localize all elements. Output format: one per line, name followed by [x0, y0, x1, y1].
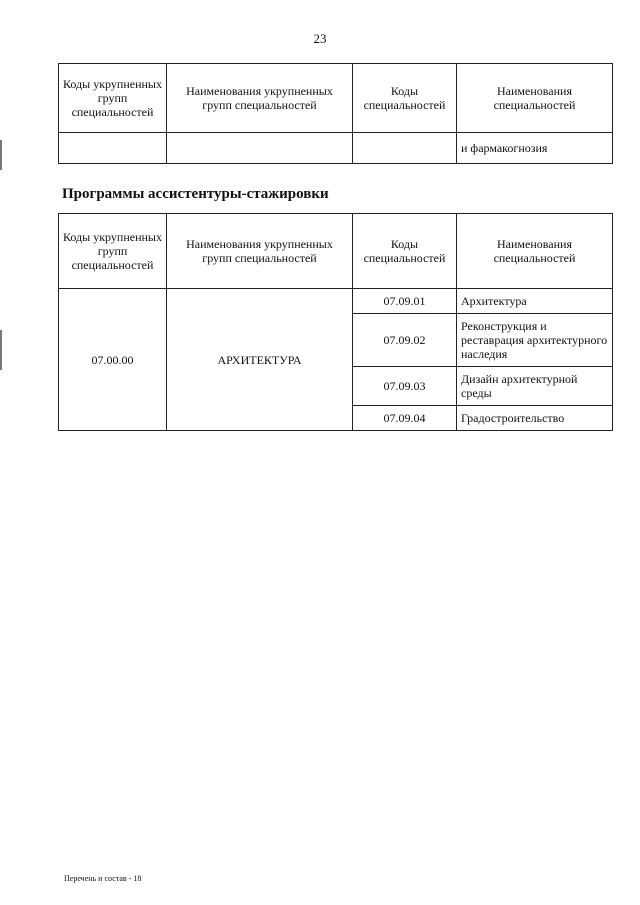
table-header-row	[59, 64, 613, 133]
header-group-codes: Коды укрупненных групп специальностей	[59, 64, 167, 133]
spec-name-cell: Градостроительство	[457, 406, 613, 431]
group-name-cell: АРХИТЕКТУРА	[167, 289, 353, 431]
section-title: Программы ассистентуры-стажировки	[62, 186, 329, 202]
spec-name-cell: и фармакогнозия	[457, 133, 613, 164]
table-header-row	[59, 214, 613, 289]
page-number: 23	[313, 31, 327, 46]
spec-name-cell: Дизайн архитектурной среды	[457, 367, 613, 406]
header-group-names: Наименования укрупненных групп специальностей	[167, 214, 353, 289]
spec-name-cell: Реконструкция и реставрация архитектурного наследия	[457, 314, 613, 367]
spec-code-cell: 07.09.03	[353, 367, 457, 406]
spec-code-cell: 07.09.01	[353, 289, 457, 314]
header-spec-names: Наименования специальностей	[457, 214, 613, 289]
empty-cell	[167, 133, 353, 164]
table-row	[59, 133, 613, 164]
scan-margin-mark	[0, 140, 2, 170]
spec-name-cell: Архитектура	[457, 289, 613, 314]
header-spec-codes: Коды специальностей	[353, 64, 457, 133]
empty-cell	[59, 133, 167, 164]
scan-margin-mark	[0, 330, 2, 370]
header-spec-names: Наименования специальностей	[457, 64, 613, 133]
spec-code-cell: 07.09.04	[353, 406, 457, 431]
programs-table	[58, 213, 613, 431]
continuation-table	[58, 63, 613, 164]
header-spec-codes: Коды специальностей	[353, 214, 457, 289]
empty-cell	[353, 133, 457, 164]
table-row	[59, 289, 613, 314]
page-footer: Перечень и состав - 18	[64, 874, 142, 883]
header-group-codes: Коды укрупненных групп специальностей	[59, 214, 167, 289]
header-group-names: Наименования укрупненных групп специальностей	[167, 64, 353, 133]
group-code-cell: 07.00.00	[59, 289, 167, 431]
spec-code-cell: 07.09.02	[353, 314, 457, 367]
